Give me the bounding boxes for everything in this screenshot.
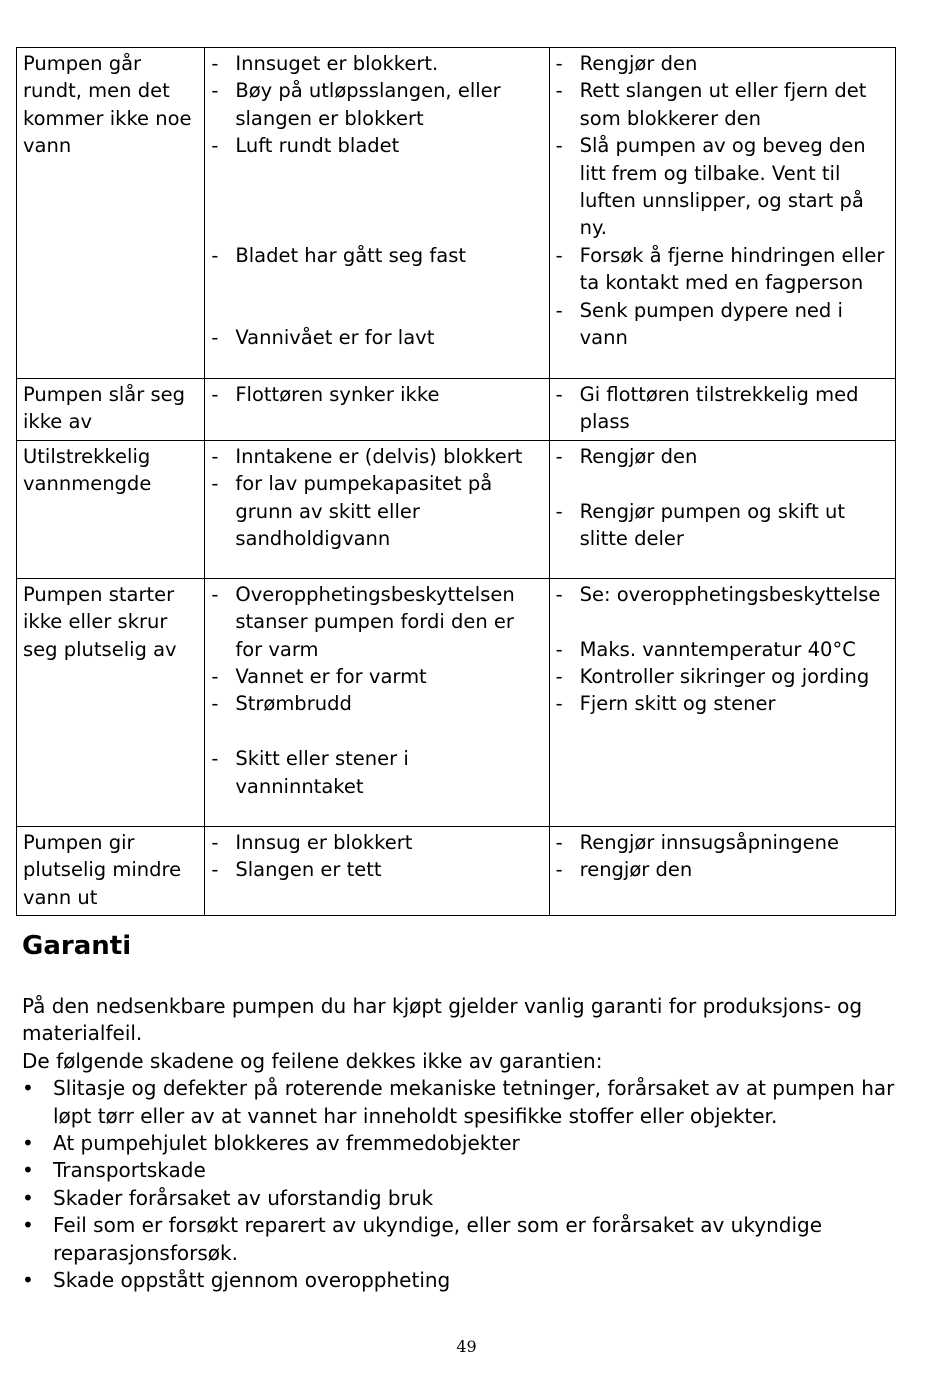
page-number: 49 bbox=[456, 1337, 477, 1356]
remedy-item: - Se: overopphetingsbeskyttelse bbox=[555, 582, 881, 606]
bullet-icon: • bbox=[22, 1185, 34, 1210]
cause-item: - Slangen er tett bbox=[211, 858, 382, 882]
warranty-paragraph: På den nedsenkbare pumpen du har kjøpt gjelder vanlig garanti for produksjons- og materialfeil. bbox=[22, 994, 863, 1046]
remedy-item: - Forsøk å fjerne hindringen eller ta kontakt med en fagperson bbox=[555, 243, 885, 295]
cause-item: - Strømbrudd bbox=[211, 692, 352, 716]
cause-item: - Luft rundt bladet bbox=[211, 134, 400, 158]
remedy-item: - Rengjør pumpen og skift ut slitte deler bbox=[555, 499, 845, 551]
remedy-item: - Rengjør den bbox=[555, 52, 698, 75]
remedy-item: - Rengjør den bbox=[555, 444, 698, 468]
problem-cell: Pumpen slår seg ikke av bbox=[17, 379, 205, 441]
remedy-item: - rengjør den bbox=[555, 858, 693, 882]
troubleshooting-table bbox=[16, 47, 896, 916]
cause-cell bbox=[205, 379, 549, 441]
remedy-item: - Fjern skitt og stener bbox=[555, 692, 776, 716]
table-row bbox=[17, 578, 896, 826]
table-row bbox=[17, 379, 896, 441]
warranty-paragraph: De følgende skadene og feilene dekkes ikke av garantien: bbox=[22, 1048, 603, 1073]
table-row bbox=[17, 48, 896, 379]
cause-item: - Innsuget er blokkert. bbox=[211, 52, 439, 75]
remedy-item: - Slå pumpen av og beveg den litt frem og tilbake. Vent til luften unnslipper, og start på ny. bbox=[555, 134, 866, 240]
bullet-icon: • bbox=[22, 1158, 34, 1183]
remedy-cell bbox=[549, 440, 895, 578]
cause-cell bbox=[205, 578, 549, 826]
list-item: • At pumpehjulet blokkeres av fremmedobjekter bbox=[22, 1130, 932, 1157]
cause-item: - Bladet har gått seg fast bbox=[211, 243, 467, 267]
list-item: • Skader forårsaket av uforstandig bruk bbox=[22, 1185, 932, 1212]
remedy-item: - Rett slangen ut eller fjern det som blokkerer den bbox=[555, 79, 867, 130]
cause-cell bbox=[205, 826, 549, 915]
cause-item: - Skitt eller stener i vanninntaket bbox=[211, 747, 409, 798]
bullet-icon: • bbox=[22, 1076, 34, 1101]
remedy-item: - Senk pumpen dypere ned i vann bbox=[555, 298, 843, 350]
cause-item: - Vannivået er for lavt bbox=[211, 325, 435, 349]
bullet-icon: • bbox=[22, 1131, 34, 1156]
remedy-cell bbox=[549, 578, 895, 826]
table-row bbox=[17, 826, 896, 915]
section-heading: Garanti bbox=[22, 931, 132, 961]
cause-cell bbox=[205, 48, 549, 379]
cause-item: - for lav pumpekapasitet på grunn av skitt eller sandholdigvann bbox=[211, 472, 493, 551]
bullet-icon: • bbox=[22, 1213, 34, 1238]
cause-item: - Innsug er blokkert bbox=[211, 830, 413, 854]
list-item: • Transportskade bbox=[22, 1157, 932, 1184]
cause-item: - Flottøren synker ikke bbox=[211, 383, 440, 406]
exclusion-list bbox=[22, 1075, 932, 1294]
cause-item: - Vannet er for varmt bbox=[211, 665, 427, 689]
cause-item: - Inntakene er (delvis) blokkert bbox=[211, 444, 523, 468]
remedy-cell bbox=[549, 48, 895, 379]
problem-cell: Utilstrekkelig vannmengde bbox=[17, 440, 205, 578]
remedy-cell bbox=[549, 826, 895, 915]
problem-cell: Pumpen gir plutselig mindre vann ut bbox=[17, 826, 205, 915]
cause-item: - Bøy på utløpsslangen, eller slangen er blokkert bbox=[211, 79, 501, 130]
list-item: • Slitasje og defekter på roterende mekaniske tetninger, forårsaket av at pumpen har løpt tørr eller av at vannet har inneholdt spesifikke stoffer eller objekter. bbox=[22, 1075, 932, 1130]
remedy-item: - Gi flottøren tilstrekkelig med plass bbox=[555, 383, 859, 434]
problem-cell: Pumpen går rundt, men det kommer ikke noe vann bbox=[17, 48, 205, 379]
remedy-item: - Maks. vanntemperatur 40°C bbox=[555, 637, 856, 661]
bullet-icon: • bbox=[22, 1268, 34, 1293]
problem-cell: Pumpen starter ikke eller skrur seg plutselig av bbox=[17, 578, 205, 826]
list-item: • Skade oppstått gjennom overoppheting bbox=[22, 1267, 932, 1294]
remedy-cell bbox=[549, 379, 895, 441]
remedy-item: - Rengjør innsugsåpningene bbox=[555, 830, 839, 854]
cause-cell bbox=[205, 440, 549, 578]
warranty-section bbox=[22, 993, 932, 1294]
list-item: • Feil som er forsøkt reparert av ukyndige, eller som er forårsaket av ukyndige reparasjonsforsøk. bbox=[22, 1212, 932, 1267]
cause-item: - Overopphetingsbeskyttelsen stanser pumpen fordi den er for varm bbox=[211, 582, 515, 661]
table-row bbox=[17, 440, 896, 578]
remedy-item: - Kontroller sikringer og jording bbox=[555, 665, 870, 689]
